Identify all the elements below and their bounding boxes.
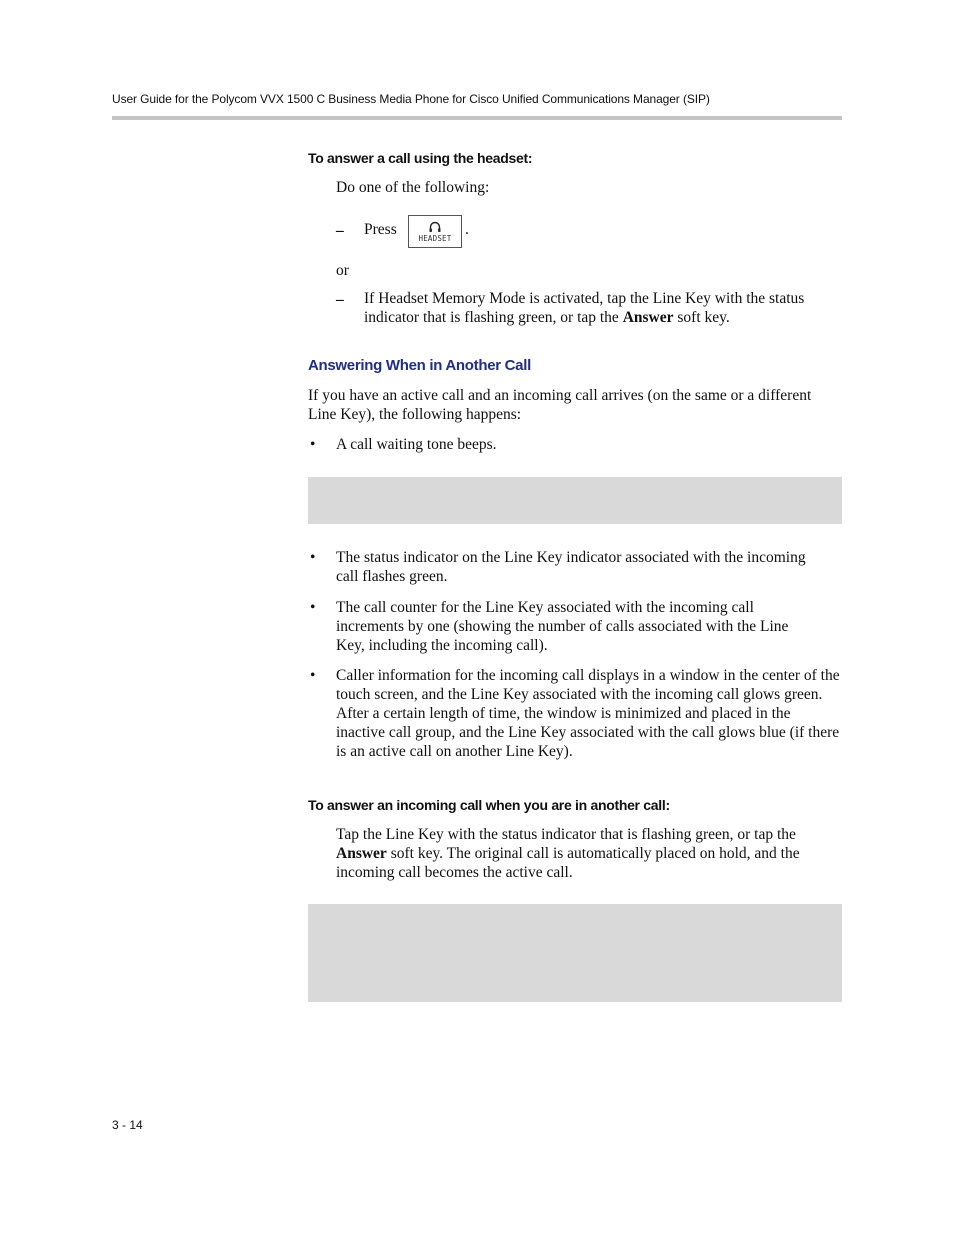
headset-key-label: HEADSET <box>418 233 452 243</box>
step-press-period: . <box>465 221 469 238</box>
header-rule <box>112 116 842 120</box>
section-heading: Answering When in Another Call <box>308 357 531 374</box>
step-text: Tap the Line Key with the status indicator that is flashing green, or tap the <box>336 826 796 843</box>
headset-key-image <box>408 215 462 248</box>
page-number: 3 - 14 <box>112 1118 143 1132</box>
note-box <box>308 477 842 524</box>
or-text: or <box>336 262 349 279</box>
list-item: The call counter for the Line Key associated with the incoming call increments by one (showing the number of calls associated with the Line Key, including the incoming call). <box>336 599 789 654</box>
answer-softkey-label: Answer <box>622 309 674 326</box>
procedure-heading-headset: To answer a call using the headset: <box>308 150 533 166</box>
step-text: If Headset Memory Mode is activated, tap the Line Key with the status indicator that is flashing green, or tap the <box>364 290 805 326</box>
step-text: soft key. The original call is automatically placed on hold, and the incoming call becomes the active call. <box>336 845 800 881</box>
step-press-label: Press <box>364 221 397 238</box>
procedure-heading-another-call: To answer an incoming call when you are in another call: <box>308 797 670 813</box>
running-header: User Guide for the Polycom VVX 1500 C Business Media Phone for Cisco Unified Communications Manager (SIP) <box>112 92 710 106</box>
bullet-marker: • <box>310 667 316 684</box>
list-item: Caller information for the incoming call displays in a window in the center of the touch screen, and the Line Key associated with the incoming call glows green. After a certain length of time, the window is minimized and placed in the inactive call group, and the Line Key associated with the call glows blue (if there is an active call on another Line Key). <box>336 667 840 760</box>
procedure-intro: Do one of the following: <box>336 179 490 196</box>
procedure-step <box>336 825 842 882</box>
dash-marker: – <box>336 222 344 239</box>
dash-marker: – <box>336 291 344 308</box>
bullet-marker: • <box>310 599 316 616</box>
list-item: A call waiting tone beeps. <box>336 436 497 453</box>
answer-softkey-label: Answer <box>336 845 387 862</box>
note-box <box>308 904 842 1002</box>
bullet-marker: • <box>310 549 316 566</box>
bullet-marker: • <box>310 436 316 453</box>
list-item: The status indicator on the Line Key indicator associated with the incoming call flashes green. <box>336 549 806 585</box>
step-headset-memory <box>364 289 842 327</box>
section-intro: If you have an active call and an incoming call arrives (on the same or a different Line Key), the following happens: <box>308 387 812 423</box>
headset-icon <box>428 221 442 233</box>
step-text: soft key. <box>673 309 730 326</box>
